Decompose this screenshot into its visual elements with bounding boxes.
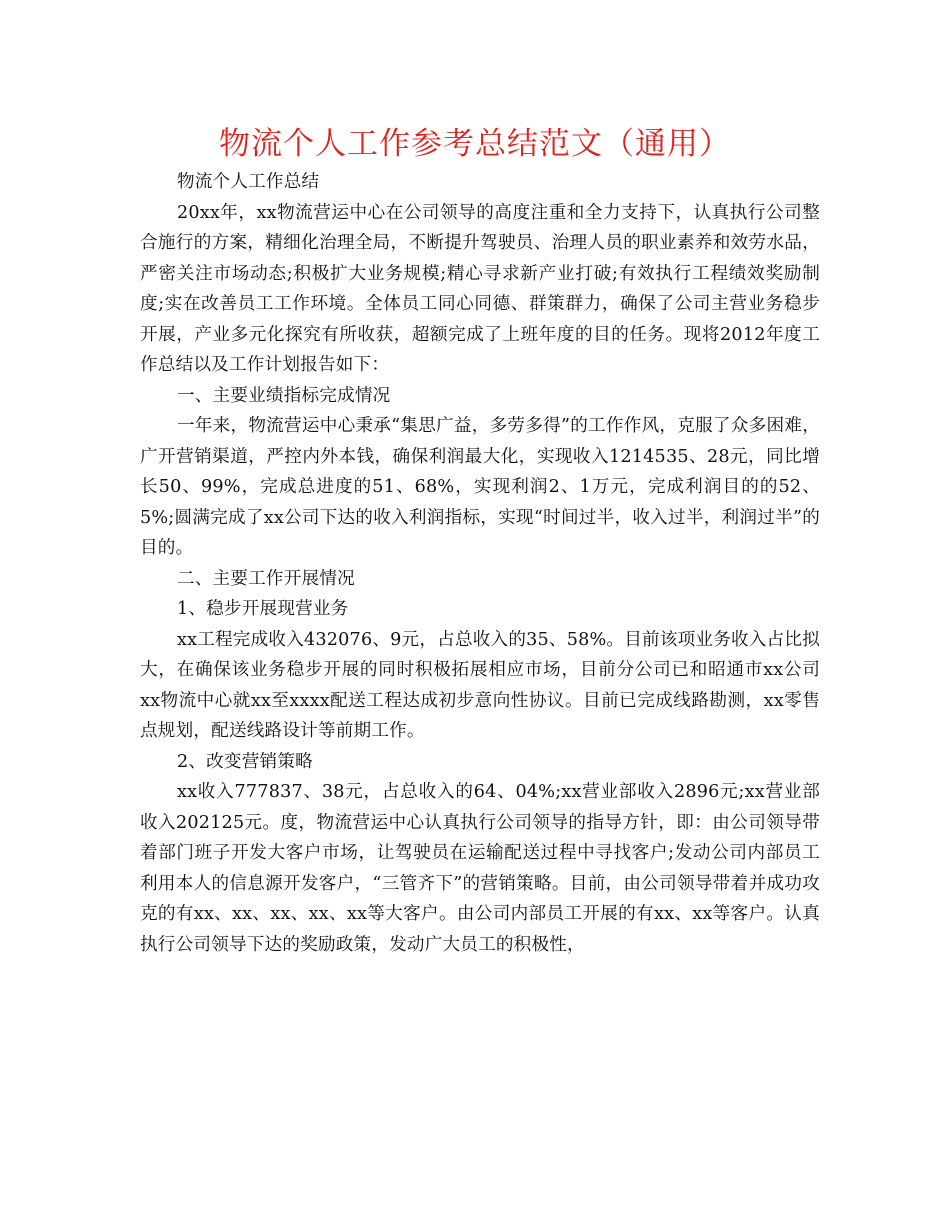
paragraph: 一年来，物流营运中心秉承“集思广益，多劳多得”的工作作风，克服了众多困难，广开营销渠道，严控内外本钱，确保利润最大化，实现收入1214535、28元，同比增长50、99%，完成总进度的51、68%，实现利润2、1万元，完成利润目的的52、5%;圆满完成了xx公司下达的收入利润指标，实现“时间过半，收入过半，利润过半”的目的。 <box>140 416 820 558</box>
paragraph: xx工程完成收入432076、9元，占总收入的35、58%。目前该项业务收入占比拟大，在确保该业务稳步开展的同时积极拓展相应市场，目前分公司已和昭通市xx公司xx物流中心就xx至xxxx配送工程达成初步意向性协议。目前已完成线路勘测，xx零售点规划，配送线路设计等前期工作。 <box>140 629 820 741</box>
subsection-heading: 2、改变营销策略 <box>176 751 313 772</box>
paragraph: 20xx年，xx物流营运中心在公司领导的高度注重和全力支持下，认真执行公司整合施行的方案，精细化治理全局，不断提升驾驶员、治理人员的职业素养和效劳水品，严密关注市场动态;积极扩大业务规模;精心寻求新产业打破;有效执行工程绩效奖励制度;实在改善员工工作环境。全体员工同心同德、群策群力，确保了公司主营业务稳步开展，产业多元化探究有所收获，超额完成了上班年度的目的任务。现将2012年度工作总结以及工作计划报告如下： <box>140 202 820 375</box>
subsection-heading: 1、稳步开展现营业务 <box>176 599 349 619</box>
section-heading: 一、主要业绩指标完成情况 <box>176 385 391 406</box>
paragraph: 物流个人工作总结 <box>176 172 320 192</box>
document-title: 物流个人工作参考总结范文（通用） <box>219 126 731 162</box>
paragraph: xx收入777837、38元，占总收入的64、04%;xx营业部收入2896元;xx营业部收入202125元。度，物流营运中心认真执行公司领导的指导方针，即：由公司领导带着部门班子开发大客户市场，让驾驶员在运输配送过程中寻找客户;发动公司内部员工利用本人的信息源开发客户，“三管齐下”的营销策略。目前，由公司领导带着并成功攻克的有xx、xx、xx、xx、xx等大客户。由公司内部员工开展的有xx、xx等客户。认真执行公司领导下达的奖励政策，发动广大员工的积极性， <box>140 782 820 955</box>
document-body <box>140 167 820 960</box>
section-heading: 二、主要工作开展情况 <box>176 568 355 589</box>
